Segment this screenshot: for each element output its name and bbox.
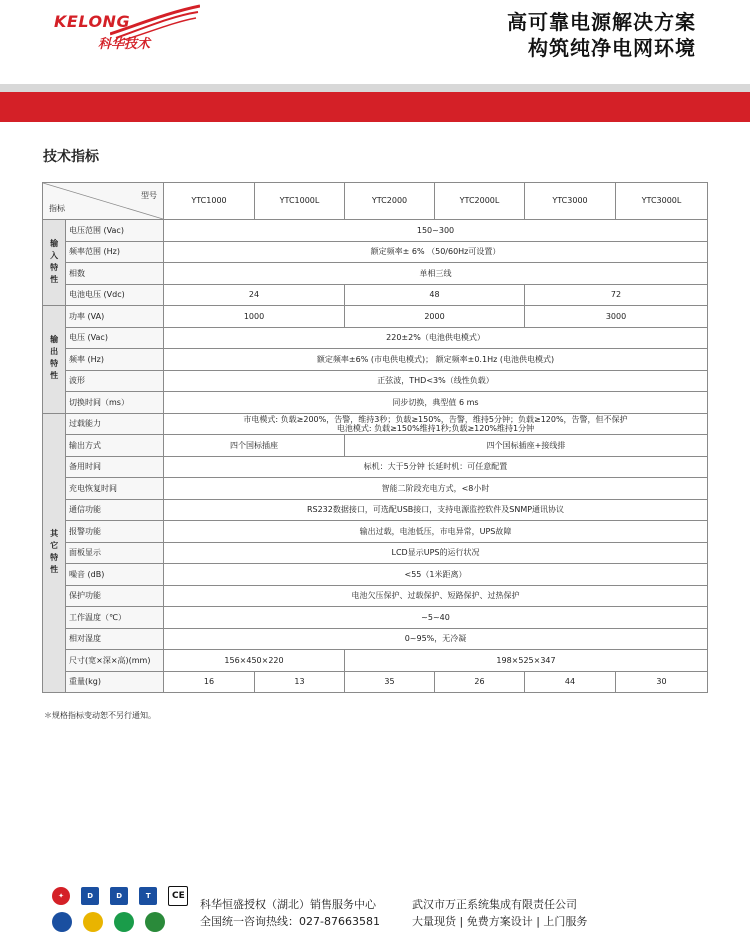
table-corner-cell — [43, 183, 164, 220]
row-label: 工作温度（℃） — [66, 607, 164, 629]
brand-logo-text: KELONG — [54, 12, 131, 31]
model-header: YTC3000 — [525, 183, 616, 220]
model-header: YTC3000L — [616, 183, 708, 220]
row-value: 35 — [345, 671, 435, 693]
row-label: 充电恢复时间 — [66, 478, 164, 500]
ccc-cert-icon — [114, 912, 134, 932]
row-value: 额定频率± 6% （50/60Hz可设置） — [164, 241, 708, 263]
row-value: 正弦波，THD<3%（线性负载） — [164, 370, 708, 392]
category-other: 其它特性 — [43, 413, 66, 693]
row-value: 1000 — [164, 306, 345, 328]
tuv-cert-icon: T — [139, 887, 157, 905]
row-label: 电池电压 (Vdc) — [66, 284, 164, 306]
row-label: 报警功能 — [66, 521, 164, 543]
model-header: YTC1000 — [164, 183, 255, 220]
footer-services: 大量现货 | 免费方案设计 | 上门服务 — [412, 915, 588, 928]
footer-sales-center: 科华恒盛授权（湖北）销售服务中心 — [200, 898, 376, 911]
row-value: 标机：大于5分钟 长延时机：可任意配置 — [164, 456, 708, 478]
row-value: 四个国标插座 — [164, 435, 345, 457]
row-value — [164, 413, 708, 435]
model-header: YTC2000L — [435, 183, 525, 220]
table-row — [43, 220, 708, 242]
corner-model-label: 型号 — [141, 191, 157, 200]
table-row — [43, 284, 708, 306]
tlc-cert-icon — [52, 912, 72, 932]
spec-table — [42, 182, 708, 693]
row-value: 198×525×347 — [345, 650, 708, 672]
row-label: 相数 — [66, 263, 164, 285]
table-row — [43, 349, 708, 371]
table-row — [43, 607, 708, 629]
model-header: YTC2000 — [345, 183, 435, 220]
row-value: 3000 — [525, 306, 708, 328]
row-value: 16 — [164, 671, 255, 693]
row-label: 频率范围 (Hz) — [66, 241, 164, 263]
row-label: 保护功能 — [66, 585, 164, 607]
row-value: 四个国标插座+接线排 — [345, 435, 708, 457]
row-value: 150~300 — [164, 220, 708, 242]
diagonal-line-icon — [43, 183, 163, 219]
row-value: <55（1米距离） — [164, 564, 708, 586]
row-value: 220±2%（电池供电模式） — [164, 327, 708, 349]
row-label: 尺寸(宽×深×高)(mm) — [66, 650, 164, 672]
row-value: 同步切换，典型值 6 ms — [164, 392, 708, 414]
row-label: 重量(kg) — [66, 671, 164, 693]
row-label: 切换时间（ms） — [66, 392, 164, 414]
table-row — [43, 392, 708, 414]
row-label: 备用时间 — [66, 456, 164, 478]
flame-logo-icon: ✦ — [52, 887, 70, 905]
table-row — [43, 370, 708, 392]
row-value: 输出过载，电池低压，市电异常，UPS故障 — [164, 521, 708, 543]
table-row — [43, 521, 708, 543]
table-row — [43, 478, 708, 500]
row-value: 44 — [525, 671, 616, 693]
row-value: 156×450×220 — [164, 650, 345, 672]
row-label: 频率 (Hz) — [66, 349, 164, 371]
table-row — [43, 241, 708, 263]
footer-company: 武汉市万正系统集成有限责任公司 — [412, 898, 577, 911]
row-value: 72 — [525, 284, 708, 306]
ce-mark-icon: CE — [168, 886, 188, 906]
table-row — [43, 564, 708, 586]
table-row — [43, 650, 708, 672]
table-row — [43, 628, 708, 650]
table-row — [43, 585, 708, 607]
row-value: 电池欠压保护、过载保护、短路保护、过热保护 — [164, 585, 708, 607]
row-label: 通信功能 — [66, 499, 164, 521]
slogan-line-1: 高可靠电源解决方案 — [507, 10, 696, 34]
row-value: 2000 — [345, 306, 525, 328]
slogan-line-2: 构筑纯净电网环境 — [528, 36, 696, 60]
table-header-row — [43, 183, 708, 220]
overload-battery-text: 电池模式: 负载≥150%维持1秒;负载≥120%维持1分钟 — [336, 423, 535, 433]
dnv-cert-icon: D — [81, 887, 99, 905]
row-label: 功率 (VA) — [66, 306, 164, 328]
row-value: 24 — [164, 284, 345, 306]
row-value: 智能二阶段充电方式，<8小时 — [164, 478, 708, 500]
row-value: RS232数据接口，可选配USB接口，支持电源监控软件及SNMP通讯协议 — [164, 499, 708, 521]
table-row — [43, 435, 708, 457]
overload-mains-text: 市电模式: 负载≥200%，告警，维持3秒；负载≥150%，告警，维持5分钟；负载≥120%，告警，但不保护 — [243, 414, 628, 424]
row-value: 48 — [345, 284, 525, 306]
table-row — [43, 263, 708, 285]
category-output: 输出特性 — [43, 306, 66, 414]
brand-logo-subtitle: 科华技术 — [98, 37, 151, 52]
table-row — [43, 671, 708, 693]
row-label: 噪音 (dB) — [66, 564, 164, 586]
row-label: 波形 — [66, 370, 164, 392]
dnv-cert-icon-2: D — [110, 887, 128, 905]
row-label: 过载能力 — [66, 413, 164, 435]
table-row — [43, 306, 708, 328]
section-title: 技术指标 — [43, 149, 99, 165]
category-input: 输入特性 — [43, 220, 66, 306]
model-header: YTC1000L — [255, 183, 345, 220]
table-row — [43, 327, 708, 349]
environmental-cert-icon — [145, 912, 165, 932]
header-gray-band — [0, 84, 750, 92]
energy-saving-cert-icon — [83, 912, 103, 932]
table-row — [43, 413, 708, 435]
row-label: 相对湿度 — [66, 628, 164, 650]
row-value: 0~95%，无冷凝 — [164, 628, 708, 650]
corner-spec-label: 指标 — [49, 203, 65, 213]
row-label: 输出方式 — [66, 435, 164, 457]
row-value: 额定频率±6% (市电供电模式)； 额定频率±0.1Hz (电池供电模式) — [164, 349, 708, 371]
row-value: 26 — [435, 671, 525, 693]
row-label: 面板显示 — [66, 542, 164, 564]
row-value: LCD显示UPS的运行状况 — [164, 542, 708, 564]
row-value: 单相三线 — [164, 263, 708, 285]
row-label: 电压范围 (Vac) — [66, 220, 164, 242]
table-row — [43, 456, 708, 478]
row-value: 13 — [255, 671, 345, 693]
row-value: 30 — [616, 671, 708, 693]
table-row — [43, 542, 708, 564]
cert-icons-row-2 — [52, 911, 171, 932]
row-label: 电压 (Vac) — [66, 327, 164, 349]
footer-hotline: 全国统一咨询热线：027-87663581 — [200, 915, 380, 928]
header-red-band — [0, 92, 750, 122]
row-value: ~5~40 — [164, 607, 708, 629]
cert-icons-row-1 — [52, 885, 194, 906]
footnote: ＊规格指标变动恕不另行通知。 — [44, 711, 156, 720]
table-row — [43, 499, 708, 521]
